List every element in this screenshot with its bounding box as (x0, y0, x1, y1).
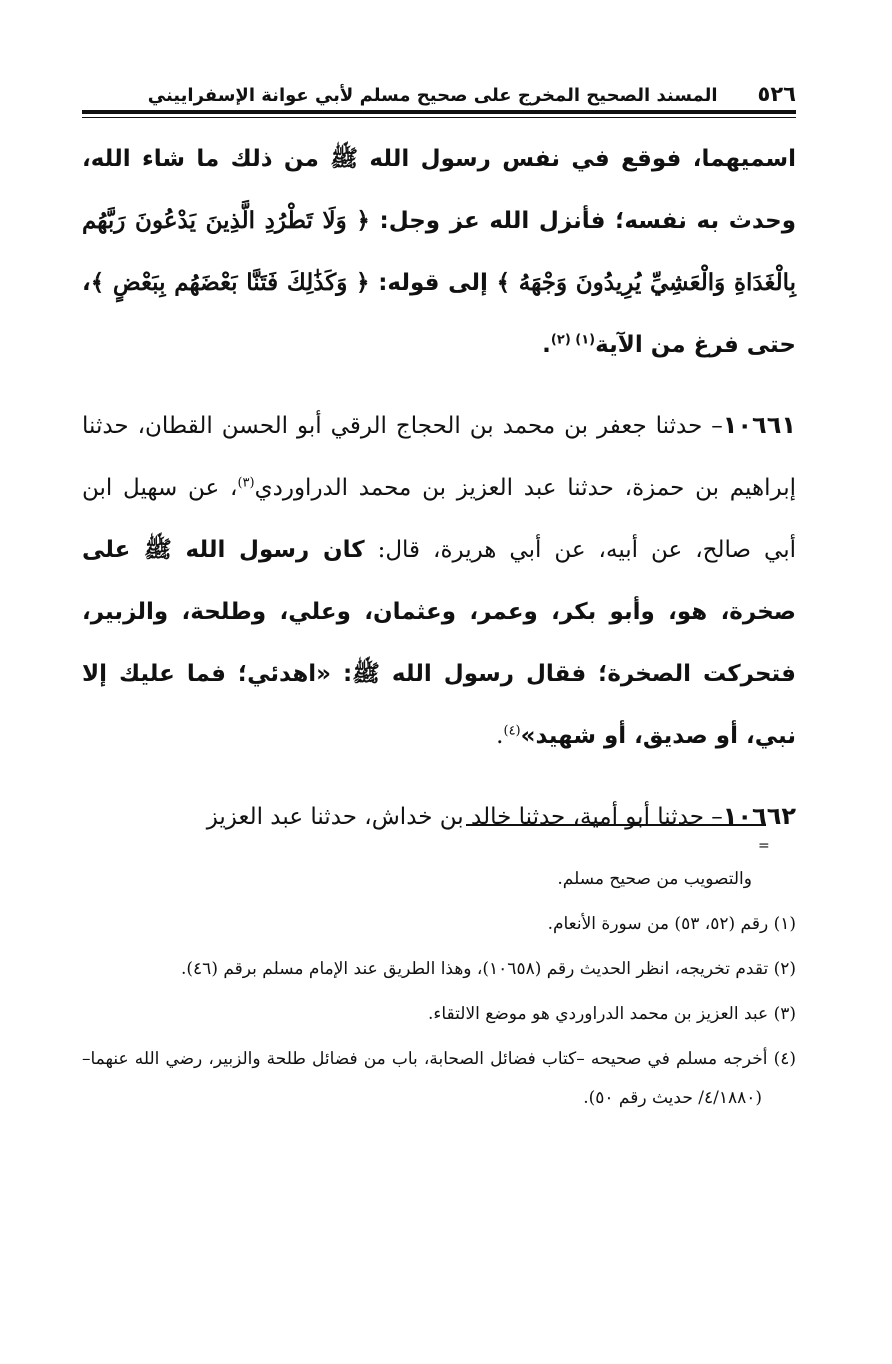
paragraph-end: . (542, 332, 551, 358)
footnote-item: (٣) عبد العزيز بن محمد الدراوردي هو موضع الالتقاء. (427, 1004, 796, 1024)
footnote-ref: (١) (575, 332, 596, 348)
hadith-number: ١٠٦٦١ (722, 411, 796, 439)
page-header (82, 72, 796, 106)
footnotes (82, 860, 796, 1124)
footnote-item: (١) رقم (٥٢، ٥٣) من سورة الأنعام. (547, 914, 796, 934)
paragraph-end: . (496, 723, 504, 749)
quran-verse: ﴿ وَلَا تَطْرُدِ الَّذِينَ يَدْعُونَ رَبَّهُم بِالْغَدَاةِ وَالْعَشِيِّ يُرِيدُونَ وَجْهَهُ ﴾ (82, 207, 796, 296)
paragraph-text: اسميهما، فوقع في نفس رسول الله ﷺ من ذلك ما شاء الله، وحدث به نفسه؛ فأنزل الله عز وجل: (82, 146, 796, 234)
paragraph-continuation (82, 128, 796, 376)
isnad-text: – حدثنا جعفر بن محمد بن الحجاج الرقي أبو الحسن القطان، حدثنا إبراهيم بن حمزة، حدثنا عبد العزيز بن محمد الدراوردي (82, 413, 796, 501)
footnote-item: (٢) تقدم تخريجه، انظر الحديث رقم (١٠٦٥٨)، وهذا الطريق عند الإمام مسلم برقم (٤٦). (181, 959, 796, 979)
footnote-continuation-marker: = (758, 838, 770, 854)
footnote-separator (466, 824, 766, 826)
isnad-text: ، عن سهيل ابن أبي صالح، عن أبيه، عن أبي هريرة، قال: (82, 475, 796, 563)
footnote-ref: (٤) (503, 723, 521, 739)
main-text (82, 128, 796, 866)
running-title: المسند الصحيح المخرج على صحيح مسلم لأبي عوانة الإسفراييني (147, 85, 718, 106)
footnote-continuation: والتصويب من صحيح مسلم. (557, 869, 752, 889)
footnote-ref: (٣) (237, 475, 255, 491)
matn-text: كان رسول الله ﷺ على صخرة، هو، وأبو بكر، وعمر، وعثمان، وعلي، وطلحة، والزبير، فتحركت الصخرة؛ فقال رسول الله ﷺ: «اهدئي؛ فما عليك إلا نبي، أو صديق، أو شهيد» (82, 537, 796, 749)
header-rule (82, 110, 796, 114)
footnote-item: (٤) أخرجه مسلم في صحيحه –كتاب فضائل الصحابة، باب من فضائل طلحة والزبير، رضي الله عنهما– (٤/١٨٨٠/ حديث رقم ٥٠). (82, 1049, 796, 1108)
hadith-paragraph (82, 785, 796, 848)
quran-verse: ﴿ وَكَذَٰلِكَ فَتَنَّا بَعْضَهُم بِبَعْضٍ ﴾ (90, 269, 370, 296)
isnad-text: – حدثنا أبو أمية، حدثنا خالد بن خداش، حدثنا عبد العزيز (206, 804, 723, 830)
hadith-number: ١٠٦٦٢ (722, 802, 796, 830)
paragraph-text: إلى قوله: (369, 270, 497, 296)
hadith-paragraph (82, 394, 796, 767)
header-rule-thin (82, 117, 796, 118)
footnote-ref: (٢) (550, 332, 576, 348)
page-number: ٥٢٦ (757, 82, 796, 106)
paragraph-text: ، حتى فرغ من الآية (82, 270, 796, 358)
